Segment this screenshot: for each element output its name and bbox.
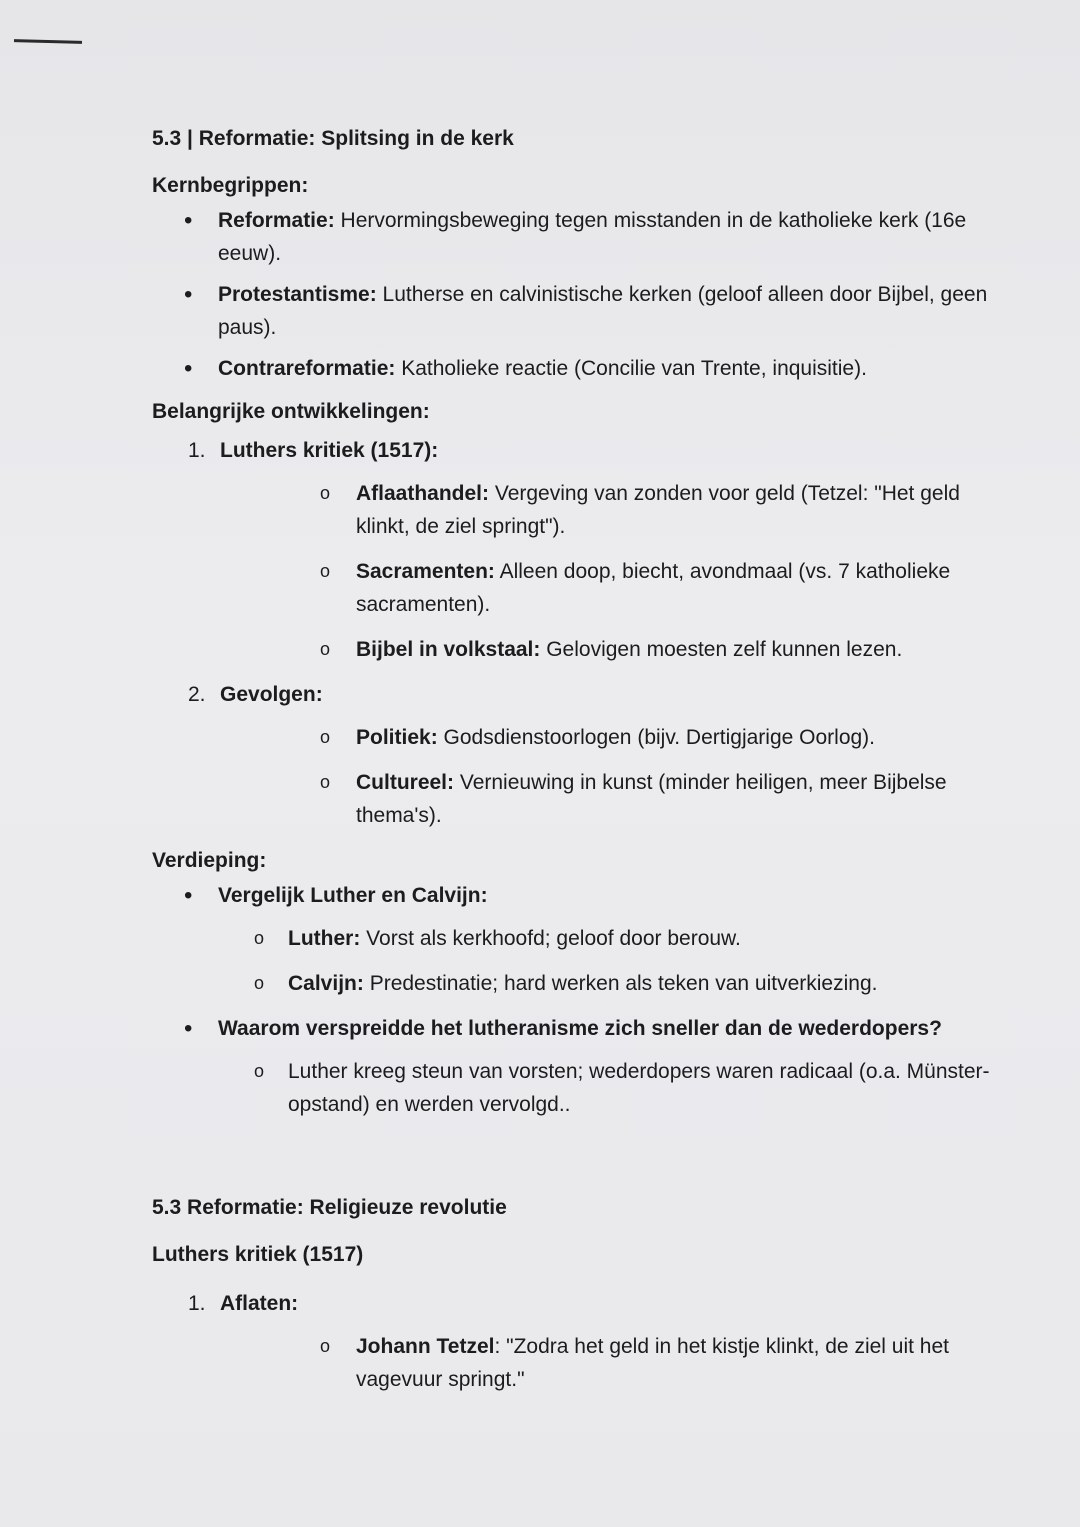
sub-item: o Johann Tetzel: "Zodra het geld in het kistje klinkt, de ziel uit het vagevuur springt." — [220, 1330, 1012, 1396]
list-item: 1. Luthers kritiek (1517): o Aflaathandel: Vergeving van zonden voor geld (Tetzel: "Het geld klinkt, de ziel springt"). o Sacramenten: Alleen doop, biecht, avondmaal (vs. 7 katholieke sacramenten). o Bijbel in volkstaal: Gelovigen moesten zelf kunnen lezen. — [152, 434, 1012, 666]
spacer — [152, 1271, 1012, 1281]
page-content — [152, 122, 1012, 1408]
kernbegrippen-heading: Kernbegrippen: — [152, 174, 309, 197]
verdieping-heading: Verdieping: — [152, 849, 267, 872]
sub-item: o Cultureel: Vernieuwing in kunst (minder heiligen, meer Bijbelse thema's). — [220, 766, 1012, 832]
kernbegrippen-list — [152, 204, 1012, 385]
sub-item: o Luther: Vorst als kerkhoofd; geloof door berouw. — [218, 922, 1012, 955]
list-item: • Waarom verspreidde het lutheranisme zich sneller dan de wederdopers? o Luther kreeg steun van vorsten; wederdopers waren radicaal (o.a. Münster-opstand) en werden vervolgd.. — [152, 1012, 1012, 1121]
sub-item: o Politiek: Godsdienstoorlogen (bijv. Dertigjarige Oorlog). — [220, 721, 1012, 754]
list-item: • Reformatie: Hervormingsbeweging tegen misstanden in de katholieke kerk (16e eeuw). — [152, 204, 1012, 270]
section-title: 5.3 | Reformatie: Splitsing in de kerk — [152, 127, 514, 150]
sub-list — [218, 1055, 1012, 1121]
sub-item: o Aflaathandel: Vergeving van zonden voor geld (Tetzel: "Het geld klinkt, de ziel springt"). — [220, 477, 1012, 543]
sub-list — [220, 1330, 1012, 1396]
list-item: 1. Aflaten: o Johann Tetzel: "Zodra het geld in het kistje klinkt, de ziel uit het vagevuur springt." — [152, 1287, 1012, 1396]
aflaten-list — [152, 1287, 1012, 1396]
sub-item: o Sacramenten: Alleen doop, biecht, avondmaal (vs. 7 katholieke sacramenten). — [220, 555, 1012, 621]
sub-list — [220, 477, 1012, 666]
verdieping-list — [152, 879, 1012, 1121]
sub-item: o Luther kreeg steun van vorsten; wederdopers waren radicaal (o.a. Münster-opstand) en werden vervolgd.. — [218, 1055, 1012, 1121]
spacer — [152, 1133, 1012, 1191]
ontwikkelingen-heading: Belangrijke ontwikkelingen: — [152, 400, 430, 423]
sub-list — [218, 922, 1012, 1000]
list-item: • Contrareformatie: Katholieke reactie (Concilie van Trente, inquisitie). — [152, 352, 1012, 385]
ontwikkelingen-list — [152, 434, 1012, 832]
section-title-2: 5.3 Reformatie: Religieuze revolutie — [152, 1196, 507, 1219]
pen-mark — [14, 39, 82, 44]
luthers-kritiek-heading: Luthers kritiek (1517) — [152, 1243, 364, 1266]
sub-list — [220, 721, 1012, 832]
sub-item: o Calvijn: Predestinatie; hard werken als teken van uitverkiezing. — [218, 967, 1012, 1000]
list-item: 2. Gevolgen: o Politiek: Godsdienstoorlogen (bijv. Dertigjarige Oorlog). o Cultureel: Vernieuwing in kunst (minder heiligen, meer Bijbelse thema's). — [152, 678, 1012, 832]
sub-item: o Bijbel in volkstaal: Gelovigen moesten zelf kunnen lezen. — [220, 633, 1012, 666]
list-item: • Protestantisme: Lutherse en calvinistische kerken (geloof alleen door Bijbel, geen paus). — [152, 278, 1012, 344]
list-item: • Vergelijk Luther en Calvijn: o Luther: Vorst als kerkhoofd; geloof door berouw. o Calvijn: Predestinatie; hard werken als teken van uitverkiezing. — [152, 879, 1012, 1000]
